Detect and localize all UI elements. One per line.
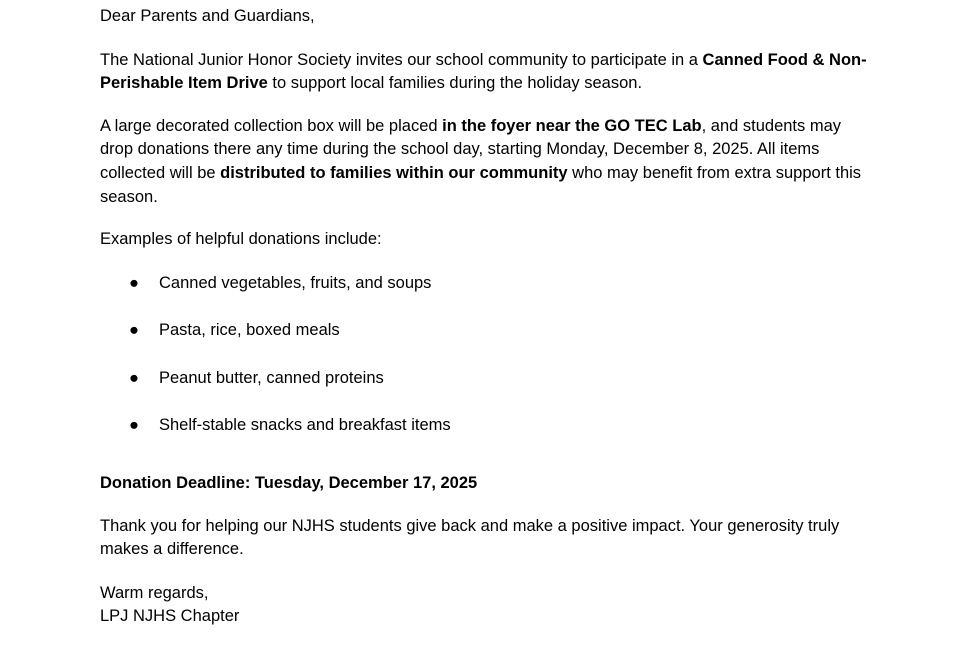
closing: Warm regards, <box>100 583 209 602</box>
list-item <box>100 272 870 296</box>
thank-you-paragraph: Thank you for helping our NJHS students give back and make a positive impact. Your generosity truly makes a difference. <box>100 516 840 559</box>
donation-examples-list <box>100 272 870 438</box>
list-item <box>100 414 870 438</box>
collection-location: in the foyer near the GO TEC Lab <box>442 116 702 135</box>
list-item-text: Canned vegetables, fruits, and soups <box>159 273 432 292</box>
letter-document <box>100 5 870 629</box>
signature: LPJ NJHS Chapter <box>100 607 240 626</box>
list-item <box>100 367 870 391</box>
bullet-icon: ● <box>129 368 139 387</box>
intro-paragraph <box>100 49 870 96</box>
greeting: Dear Parents and Guardians, <box>100 7 315 25</box>
bullet-icon: ● <box>129 273 139 292</box>
drive-name: Canned Food & Non-Perishable Item Drive <box>100 50 867 93</box>
list-item-text: Pasta, rice, boxed meals <box>159 321 340 340</box>
location-text-2: , and students may drop donations there any time during the school day, starting Monday, December 8, 2025. All items collected will be <box>100 116 842 182</box>
intro-text-after: to support local families during the holiday season. <box>267 74 643 93</box>
intro-text-before: The National Junior Honor Society invites our school community to participate in a <box>100 50 703 69</box>
distribution-note: distributed to families within our community <box>220 163 568 182</box>
list-item-text: Shelf-stable snacks and breakfast items <box>159 415 451 434</box>
list-item-text: Peanut butter, canned proteins <box>159 368 384 387</box>
location-paragraph <box>100 115 870 209</box>
location-text-1: A large decorated collection box will be placed <box>100 116 443 135</box>
list-item <box>100 319 870 343</box>
bullet-icon: ● <box>129 321 139 340</box>
examples-lead: Examples of helpful donations include: <box>100 230 382 249</box>
location-text-3: who may benefit from extra support this season. <box>100 163 862 206</box>
donation-deadline: Donation Deadline: Tuesday, December 17, 2025 <box>100 473 478 492</box>
bullet-icon: ● <box>129 415 139 434</box>
